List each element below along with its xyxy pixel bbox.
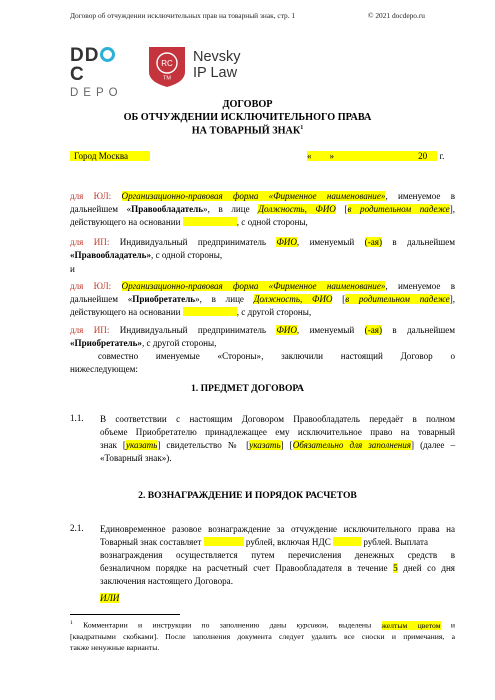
- nevsky-shield-logo: [148, 46, 186, 88]
- page-header-left: Договор об отчуждении исключительных прав на товарный знак, стр. 1: [70, 11, 296, 20]
- nevsky-ip-law-logo: Nevsky IP Law: [193, 49, 241, 81]
- footnote-separator: [70, 614, 180, 615]
- and-conjunction: и: [70, 264, 75, 274]
- party1-legal-entity: для ЮЛ: Организационно-правовая форма «Фирменное наименование», именуемое в дальнейшем «Правообладатель», в лице Должность, ФИО [в родительном падеже], действующего на основании , с одной стороны,: [70, 191, 456, 227]
- clause-1-1: В соответствии с настоящим Договором Правообладатель передаёт в полном объеме Приобретателю принадлежащее ему исключительное право на товарный знак [указать] свидетельство № [указать] [Обязательно для заполнения] (далее – «Товарный знак»).: [100, 414, 455, 463]
- contract-date: « » 20 г.: [307, 151, 445, 161]
- or-marker: ИЛИ: [100, 593, 120, 603]
- party1-entrepreneur: для ИП: Индивидуальный предприниматель ФИО, именуемый (-ая) в дальнейшем «Правообладатель», с одной стороны,: [70, 237, 456, 260]
- page-header-right: © 2021 docdepo.ru: [367, 11, 425, 20]
- svg-text:TM: TM: [163, 75, 171, 82]
- ddc-circle-icon: [100, 47, 115, 62]
- party2-legal-entity: для ЮЛ: Организационно-правовая форма «Фирменное наименование», именуемое в дальнейшем «Приобретатель», в лице Должность, ФИО [в родительном падеже], действующего на основании , с другой стороны,: [70, 281, 455, 317]
- svg-text:RC: RC: [161, 59, 173, 68]
- section-1-title: 1. ПРЕДМЕТ ДОГОВОРА: [191, 383, 304, 394]
- footnote: $^1$ Комментарии и инструкции по заполнению даны курсивом, выделены желтым цветом и [квадратными скобками]. После заполнения документа следует удалить все сноски и примечания, а также ненужные варианты.: [70, 620, 456, 652]
- clause-1-1-number: 1.1.: [70, 413, 84, 423]
- city: Город Москва: [70, 150, 150, 163]
- doc-title-line1: ДОГОВОР: [222, 99, 273, 110]
- parties-together: совместно именуемые «Стороны», заключили настоящий Договор о нижеследующем:: [70, 351, 455, 374]
- clause-2-1: Единовременное разовое вознаграждение за отчуждение исключительного права на Товарный знак составляет рублей, включая НДС рублей. Выплата вознаграждения осуществляется путем перечисления денежных средств в безналичном порядке на расчетный счет Правообладателя в течение 5 дней со дня заключения настоящего Договора.: [100, 524, 455, 586]
- clause-2-1-number: 2.1.: [70, 523, 84, 533]
- section-2-title: 2. ВОЗНАГРАЖДЕНИЕ И ПОРЯДОК РАСЧЕТОВ: [138, 490, 357, 501]
- party2-entrepreneur: для ИП: Индивидуальный предприниматель ФИО, именуемый (-ая) в дальнейшем «Приобретатель», с другой стороны,: [70, 325, 456, 348]
- ddc-depo-logo: DDC DEPO: [70, 45, 123, 99]
- doc-title-line2: ОБ ОТЧУЖДЕНИИ ИСКЛЮЧИТЕЛЬНОГО ПРАВА: [123, 112, 372, 123]
- doc-title-line3: НА ТОВАРНЫЙ ЗНАК$^1$: [191, 125, 304, 137]
